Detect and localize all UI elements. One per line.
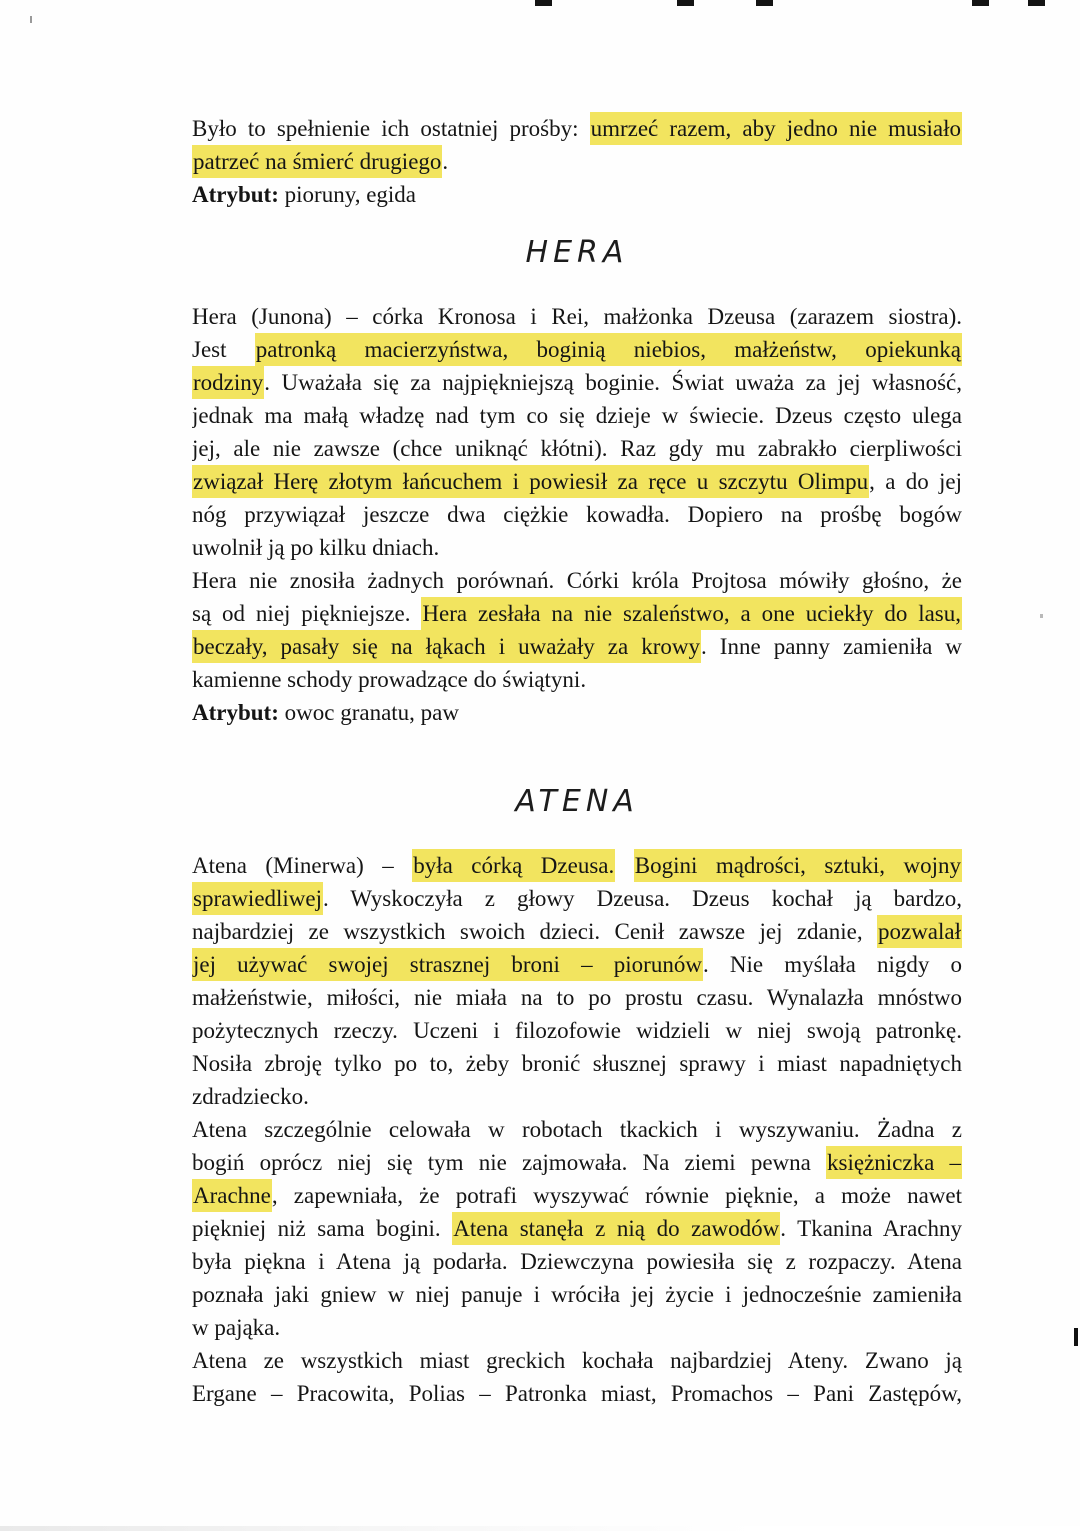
text-line	[192, 432, 962, 465]
highlighted-text: patrzeć na śmierć drugiego	[192, 145, 442, 178]
text-run: była piękna i Atena ją podarła. Dziewczyna powiesiła się z rozpaczy. Atena	[192, 1249, 962, 1274]
text-line	[192, 1311, 962, 1344]
text-line	[192, 333, 962, 366]
text-line	[192, 1278, 962, 1311]
text-run: kamienne schody prowadzące do świątyni.	[192, 667, 587, 692]
text-line	[192, 1014, 962, 1047]
text-line	[192, 981, 962, 1014]
highlighted-text: umrzeć razem, aby jedno nie musiało	[590, 112, 962, 145]
text-line	[192, 1080, 962, 1113]
text-run: jej, ale nie zawsze (chce uniknąć kłótni). Raz gdy mu zabrakło cierpliwości	[192, 436, 962, 461]
text-run: w pająka.	[192, 1315, 281, 1340]
text-run: Atena ze wszystkich miast greckich kochała najbardziej Ateny. Zwano ją	[192, 1348, 962, 1373]
text-run: piękniej niż sama bogini.	[192, 1216, 453, 1241]
text-line	[192, 849, 962, 882]
highlighted-text: patronką macierzyństwa, boginią niebios, małżeństw, opiekunką	[255, 333, 962, 366]
text-line	[192, 882, 962, 915]
paragraph	[192, 849, 962, 1410]
text-line	[192, 112, 962, 145]
scan-right-tick	[1074, 1328, 1078, 1346]
text-run: pioruny, egida	[278, 182, 417, 207]
text-line	[192, 1245, 962, 1278]
text-run: . Uważała się za najpiękniejszą boginie. Świat uważa za jej własność,	[264, 370, 962, 395]
text-run: Hera nie znosiła żadnych porównań. Córki króla Projtosa mówiły głośno, że	[192, 568, 962, 593]
text-line	[192, 1179, 962, 1212]
text-run: , a do jej	[869, 469, 962, 494]
highlighted-text: Bogini mądrości, sztuki, wojny	[634, 849, 962, 882]
text-run: .	[442, 149, 449, 174]
text-run: Nosiła zbroję tylko po to, żeby bronić słusznej sprawy i miast napadniętych	[192, 1051, 962, 1076]
scan-top-dash	[756, 0, 773, 6]
text-line	[192, 915, 962, 948]
text-line	[192, 1113, 962, 1146]
text-run: bogiń oprócz niej się tym nie zajmowała. Na ziemi pewna	[192, 1150, 827, 1175]
text-line	[192, 663, 962, 696]
text-column	[192, 112, 962, 1410]
text-line	[192, 948, 962, 981]
text-run: owoc granatu, paw	[278, 700, 459, 725]
text-run: Atena szczególnie celowała w robotach tkackich i wyszywaniu. Żadna z	[192, 1117, 962, 1142]
text-line	[192, 531, 962, 564]
scan-left-speck	[30, 16, 32, 23]
paragraph	[192, 300, 962, 729]
text-line	[192, 366, 962, 399]
section-heading-atena: ATENA	[515, 784, 639, 819]
bold-label: Atrybut:	[192, 182, 279, 207]
text-run: . Wyskoczyła z głowy Dzeusa. Dzeus kochał ją bardzo,	[323, 886, 962, 911]
text-run: uwolnił ją po kilku dniach.	[192, 535, 440, 560]
text-line	[192, 1047, 962, 1080]
scan-top-dash	[535, 0, 552, 6]
text-line	[192, 498, 962, 531]
text-line	[192, 178, 962, 211]
text-run: zdradziecko.	[192, 1084, 309, 1109]
text-line	[192, 696, 962, 729]
text-line	[192, 1146, 962, 1179]
text-run: Jest	[192, 337, 255, 362]
text-run: jednak ma małą władzę nad tym co się dzieje w świecie. Dzeus często ulega	[192, 403, 962, 428]
text-line	[192, 1377, 962, 1410]
highlighted-text: beczały, pasały się na łąkach i uważały za krowy	[192, 630, 701, 663]
text-line	[192, 564, 962, 597]
highlighted-text: pozwalał	[877, 915, 962, 948]
scan-mid-dot	[1040, 614, 1043, 618]
bold-label: Atrybut:	[192, 700, 279, 725]
text-run: najbardziej ze wszystkich swoich dzieci. Cenił zawsze jej zdanie,	[192, 919, 877, 944]
scan-top-dash	[1028, 0, 1045, 6]
text-run: są od niej piękniejsze.	[192, 601, 422, 626]
text-run: nóg przywiązał jeszcze dwa ciężkie kowadła. Dopiero na prośbę bogów	[192, 502, 962, 527]
text-run: małżeństwie, miłości, nie miała na to po prostu czasu. Wynalazła mnóstwo	[192, 985, 962, 1010]
text-line	[192, 630, 962, 663]
highlighted-text: rodziny	[192, 366, 264, 399]
text-run	[615, 853, 633, 878]
scan-top-dash	[972, 0, 989, 6]
text-run: . Nie myślała nigdy o	[702, 952, 962, 977]
text-line	[192, 465, 962, 498]
text-line	[192, 300, 962, 333]
text-line	[192, 1344, 962, 1377]
highlighted-text: Hera zesłała na nie szaleństwo, a one uciekły do lasu,	[421, 597, 962, 630]
highlighted-text: sprawiedliwej	[192, 882, 323, 915]
text-run: Było to spełnienie ich ostatniej prośby:	[192, 116, 590, 141]
text-run: poznała jaki gniew w niej panuje i wróciła jej życie i jednocześnie zamieniła	[192, 1282, 962, 1307]
text-run: . Tkanina Arachny	[780, 1216, 962, 1241]
text-run: . Inne panny zamieniła w	[701, 634, 962, 659]
text-run: Ergane – Pracowita, Polias – Patronka miast, Promachos – Pani Zastępów,	[192, 1381, 962, 1406]
highlighted-text: była córką Dzeusa.	[412, 849, 615, 882]
scan-bottom-smudge	[0, 1526, 1080, 1531]
paragraph	[192, 112, 962, 211]
text-run: Atena (Minerwa) –	[192, 853, 413, 878]
highlighted-text: księżniczka –	[826, 1146, 962, 1179]
text-run: pożytecznych rzeczy. Uczeni i filozofowie widzieli w niej swoją patronkę.	[192, 1018, 962, 1043]
text-line	[192, 1212, 962, 1245]
text-run: , zapewniała, że potrafi wyszywać równie pięknie, a może nawet	[271, 1183, 962, 1208]
highlighted-text: jej używać swojej strasznej broni – piorunów	[192, 948, 703, 981]
text-run: Hera (Junona) – córka Kronosa i Rei, małżonka Dzeusa (zarazem siostra).	[192, 304, 962, 329]
scan-top-dash	[677, 0, 694, 6]
section-heading-hera: HERA	[525, 235, 629, 270]
text-line	[192, 597, 962, 630]
highlighted-text: związał Herę złotym łańcuchem i powiesił za ręce u szczytu Olimpu	[192, 465, 869, 498]
text-line	[192, 399, 962, 432]
highlighted-text: Arachne	[192, 1179, 272, 1212]
highlighted-text: Atena stanęła z nią do zawodów	[452, 1212, 780, 1245]
text-line	[192, 145, 962, 178]
